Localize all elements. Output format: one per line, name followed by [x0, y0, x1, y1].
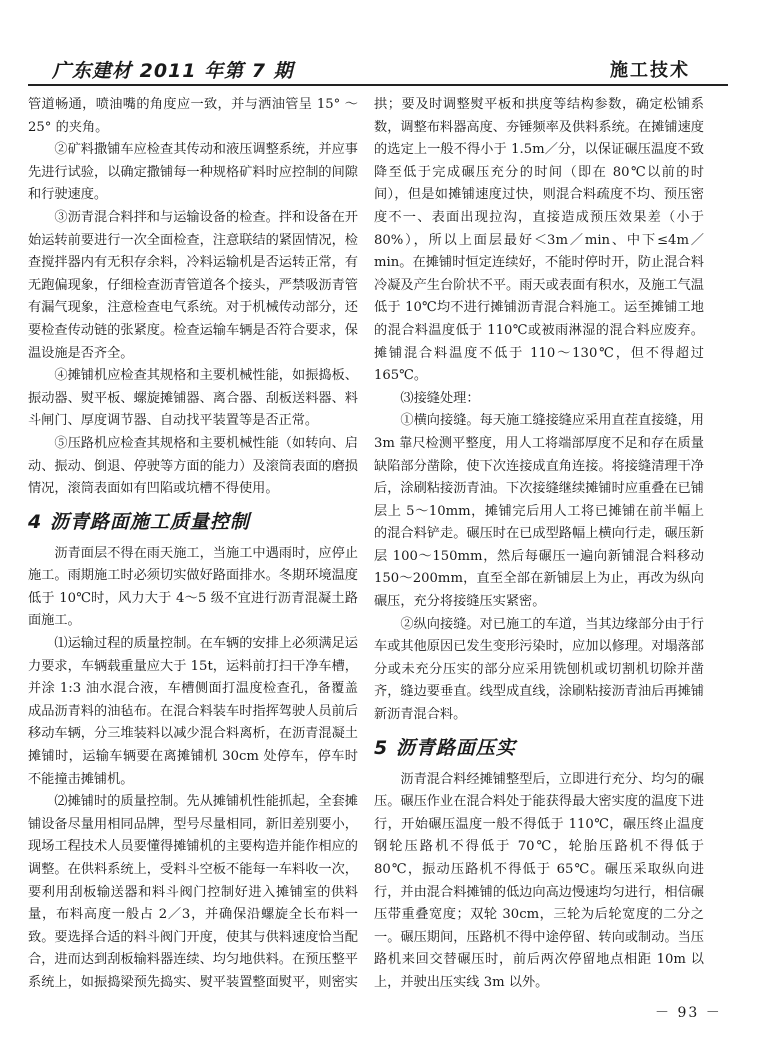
right-column — [374, 94, 704, 994]
section-title: 施工技术 — [610, 60, 690, 81]
page-number: － 93 － — [655, 1005, 722, 1021]
paragraph: 沥青混合料经摊铺整型后，立即进行充分、均匀的碾压。碾压作业在混合料处于能获得最大密实度的温度下进行，开始碾压温度一般不得低于 110℃，碾压终止温度钢轮压路机不得低于 70℃，轮胎压路机不得低于 80℃，振动压路机不得低于 65℃。碾压采取纵向进行，并由混合料摊铺的低边向高边慢速均匀进行，相信碾压带重叠宽度；双轮 30cm，三轮为后轮宽度的二分之一。碾压期间，压路机不得中途停留、转向或制动。当压路机来回交替碾压时，前后两次停留地点相距 10m 以上，并驶出压实线 3m 以外。 — [374, 771, 704, 990]
section-heading: 4 沥青路面施工质量控制 — [28, 510, 250, 533]
paragraph: ⑵摊铺时的质量控制。先从摊铺机性能抓起，全套摊铺设备尽量用相同品牌，型号尽量相同，新旧差别要小，现场工程技术人员要懂得摊铺机的主要构造并能作相应的调整。在供料系统上，受料斗空板不能每一车料收一次，要利用刮板输送器和料斗阀门控制好进入摊铺室的供料量，布料高度一般占 2／3，并确保沿螺旋全长布料一致。要选择合适的料斗阀门开度，使其与供料速度恰当配合，进而达到刮板输料器连续、均匀地供料。在预压整平系统上，如振捣梁预先捣实、熨平装置整面熨平，则密实 — [28, 794, 358, 990]
paragraph: ③沥青混合料拌和与运输设备的检查。拌和设备在开始运转前要进行一次全面检查，注意联结的紧固情况，检查搅拌器内有无积存余料，冷料运输机是否运转正常，有无跑偏现象，仔细检查沥青管道各个接头，严禁吸沥青管有漏气现象，注意检查电气系统。对于机械传动部分，还要检查传动链的张紧度。检查运输车辆是否符合要求，保温设施是否齐全。 — [28, 209, 358, 361]
paragraph: ⑴运输过程的质量控制。在车辆的安排上必须满足运力要求，车辆载重量应大于 15t，运料前打扫干净车槽，并涂 1:3 油水混合液，车槽侧面打温度检查孔，备覆盖成品沥青料的油毡布。在混合料装车时指挥驾驶人员前后移动车辆，分三堆装料以减少混合料离析，在沥青混凝土摊铺时，运输车辆要在离摊铺机 30cm 处停车，停车时不能撞击摊铺机。 — [28, 636, 358, 787]
left-column — [28, 94, 358, 994]
paragraph: 管道畅通，喷油嘴的角度应一致，并与洒油管呈 15° ～ 25° 的夹角。 — [28, 97, 358, 135]
paragraph: ⑶接缝处理： — [400, 390, 480, 406]
paragraph: ④摊铺机应检查其规格和主要机械性能，如振捣板、振动器、熨平板、螺旋摊铺器、离合器、刮板送料器、料斗闸门、厚度调节器、自动找平装置等是否正常。 — [28, 368, 358, 429]
paragraph: ②纵向接缝。对已施工的车道，当其边缘部分由于行车或其他原因已发生变形污染时，应加以修理。对塌落部分或未充分压实的部分应采用铣刨机或切割机切除并凿齐，缝边要垂直。线型成直线，涂刷粘接沥青油后再摊铺新沥青混合料。 — [374, 616, 704, 723]
page-header — [28, 52, 728, 86]
paragraph: ⑤压路机应检查其规格和主要机械性能（如转向、启动、振动、倒退、停驶等方面的能力）及滚筒表面的磨损情况，滚筒表面如有凹陷或坑槽不得使用。 — [28, 435, 358, 497]
journal-title: 广东建材 2011 年第 7 期 — [52, 60, 294, 82]
paragraph: ②矿料撒铺车应检查其传动和液压调整系统，并应事先进行试验，以确定撒铺每一种规格矿料时应控制的间隙和行驶速度。 — [28, 142, 358, 203]
paragraph: 沥青面层不得在雨天施工，当施工中遇雨时，应停止施工。雨期施工时必须切实做好路面排水。冬期环境温度低于 10℃时，风力大于 4～5 级不宜进行沥青混凝土路面施工。 — [28, 545, 358, 629]
section-heading: 5 沥青路面压实 — [374, 736, 516, 759]
paragraph: 拱；要及时调整熨平板和拱度等结构参数，确定松铺系数，调整布料器高度、夯锤频率及供料系统。在摊铺速度的选定上一般不得小于 1.5m／分，以保证碾压温度不致降至低于完成碾压充分的时间（即在 80℃以前的时间），但是如摊铺速度过快，则混合料疏度不均、预压密度不一、表面出现拉沟，直接造成预压效果差（小于 80%），所以上面层最好＜3m／min、中下≤4m／min。在摊铺时恒定连续好，不能时停时开，防止混合料冷凝及产生台阶状不平。雨天或表面有积水，及施工气温低于 10℃均不进行摊铺沥青混合料施工。运至摊铺工地的混合料温度低于 110℃或被雨淋湿的混合料应废弃。摊铺混合料温度不低于 110～130℃，但不得超过 165℃。 — [374, 97, 704, 384]
paragraph: ①横向接缝。每天施工缝接缝应采用直茬直接缝，用 3m 靠尺检测平整度，用人工将端部厚度不足和存在质量缺陷部分凿除，使下次连接成直角连接。将接缝清理干净后，涂刷粘接沥青油。下次接缝继续摊铺时应重叠在已铺层上 5～10mm，摊铺完后用人工将已摊铺在前半幅上的混合料铲走。碾压时在已成型路幅上横向行走，碾压新层 100～150mm，然后每碾压一遍向新铺混合料移动 150～200mm，直至全部在新铺层上为止，再改为纵向碾压，充分将接缝压实紧密。 — [374, 413, 704, 610]
